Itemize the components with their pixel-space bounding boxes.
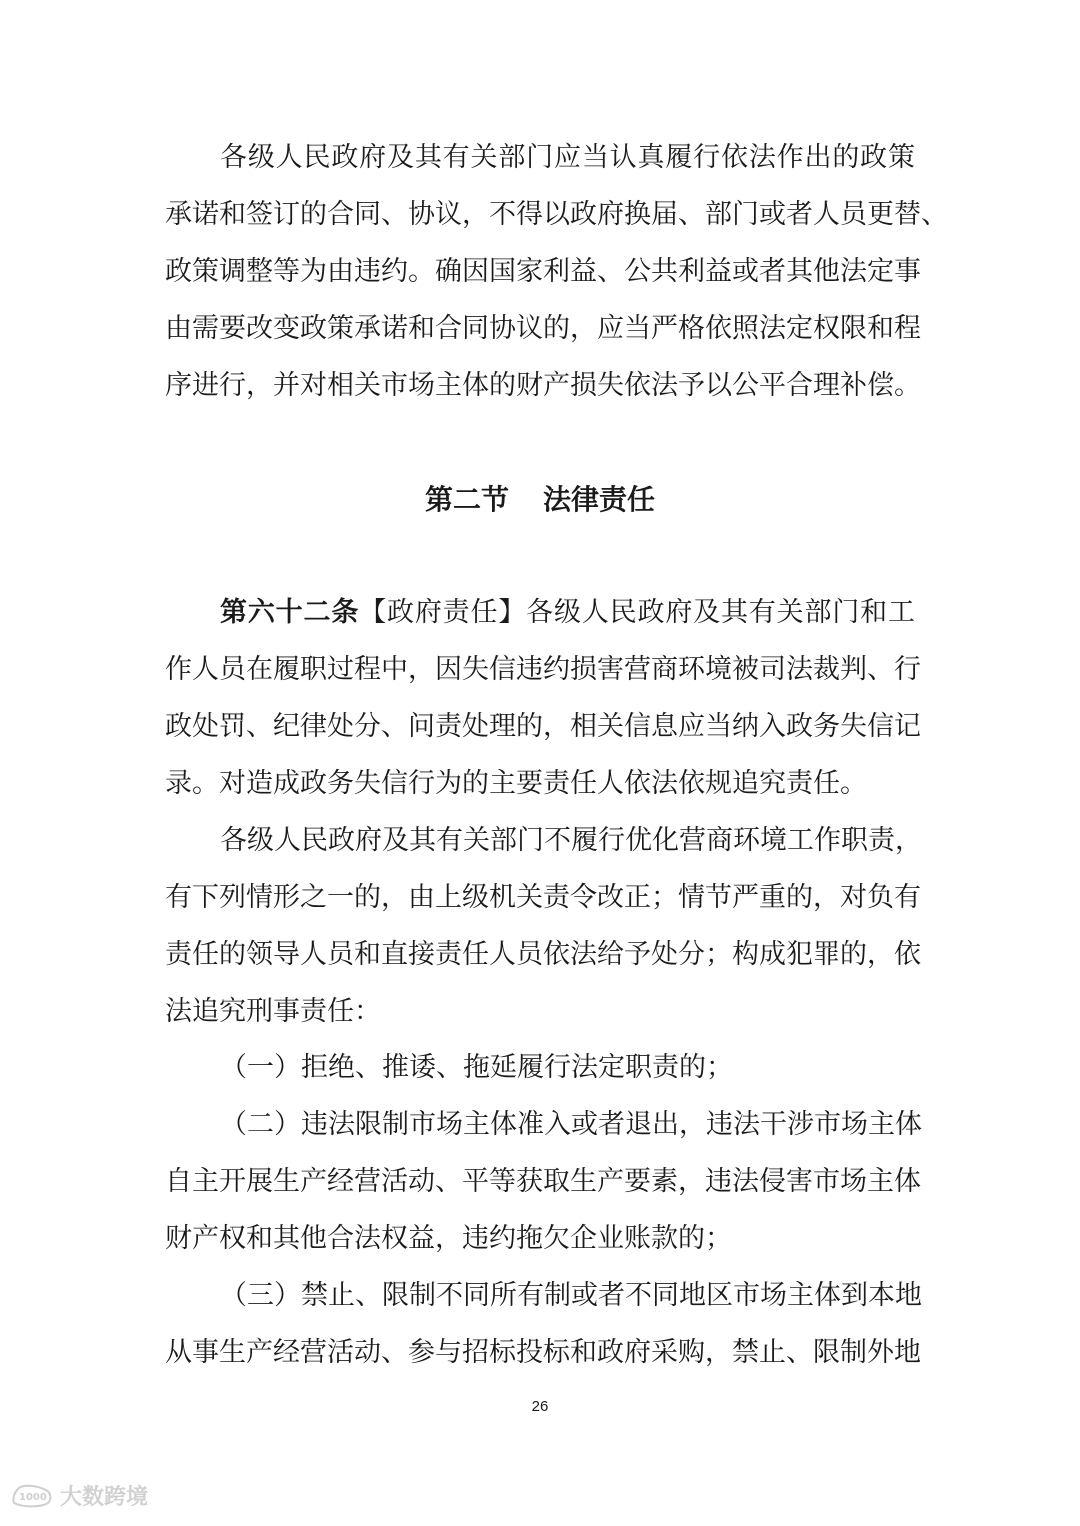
paragraph-line: 政策调整等为由违约。确因国家利益、公共利益或者其他法定事 <box>165 256 921 287</box>
section-title: 法律责任 <box>543 483 656 516</box>
article-first-line-text: 【政府责任】各级人民政府及其有关部门和工 <box>359 597 916 628</box>
list-item: （三）禁止、限制不同所有制或者不同地区市场主体到本地 <box>220 1280 922 1311</box>
paragraph-line: 序进行，并对相关市场主体的财产损失依法予以公平合理补偿。 <box>165 370 921 401</box>
paragraph-line: 各级人民政府及其有关部门不履行优化营商环境工作职责， <box>220 825 922 856</box>
paragraph-line: 作人员在履职过程中，因失信违约损害营商环境被司法裁判、行 <box>165 654 921 685</box>
section-number: 第二节 <box>424 483 509 516</box>
paragraph-line: 责任的领导人员和直接责任人员依法给予处分；构成犯罪的，依 <box>165 939 921 970</box>
watermark-logo-text: 1000 <box>19 1492 47 1503</box>
watermark-logo-icon <box>10 1481 54 1509</box>
paragraph-line: 法追究刑事责任： <box>165 996 381 1027</box>
watermark <box>10 1475 148 1515</box>
list-item: （一）拒绝、推诿、拖延履行法定职责的； <box>220 1052 733 1083</box>
section-heading <box>0 480 1080 520</box>
watermark-text: 大数跨境 <box>60 1484 149 1510</box>
article-label: 第六十二条 <box>220 597 360 628</box>
article-first-line <box>0 593 915 633</box>
paragraph-line: 自主开展生产经营活动、平等获取生产要素，违法侵害市场主体 <box>165 1166 921 1197</box>
list-item: （二）违法限制市场主体准入或者退出，违法干涉市场主体 <box>220 1109 922 1140</box>
page-number: 26 <box>531 1398 549 1415</box>
paragraph-line: 政处罚、纪律处分、问责处理的，相关信息应当纳入政务失信记 <box>165 711 921 742</box>
paragraph-line: 录。对造成政务失信行为的主要责任人依法依规追究责任。 <box>165 768 867 799</box>
paragraph-line: 从事生产经营活动、参与招标投标和政府采购，禁止、限制外地 <box>165 1337 921 1368</box>
paragraph-line: 各级人民政府及其有关部门应当认真履行依法作出的政策 <box>220 142 915 173</box>
paragraph-line: 有下列情形之一的，由上级机关责令改正；情节严重的，对负有 <box>165 882 921 913</box>
paragraph-line: 承诺和签订的合同、协议，不得以政府换届、部门或者人员更替、 <box>165 199 948 230</box>
paragraph-line: 由需要改变政策承诺和合同协议的，应当严格依照法定权限和程 <box>165 313 921 344</box>
paragraph-line: 财产权和其他合法权益，违约拖欠企业账款的； <box>165 1223 732 1254</box>
